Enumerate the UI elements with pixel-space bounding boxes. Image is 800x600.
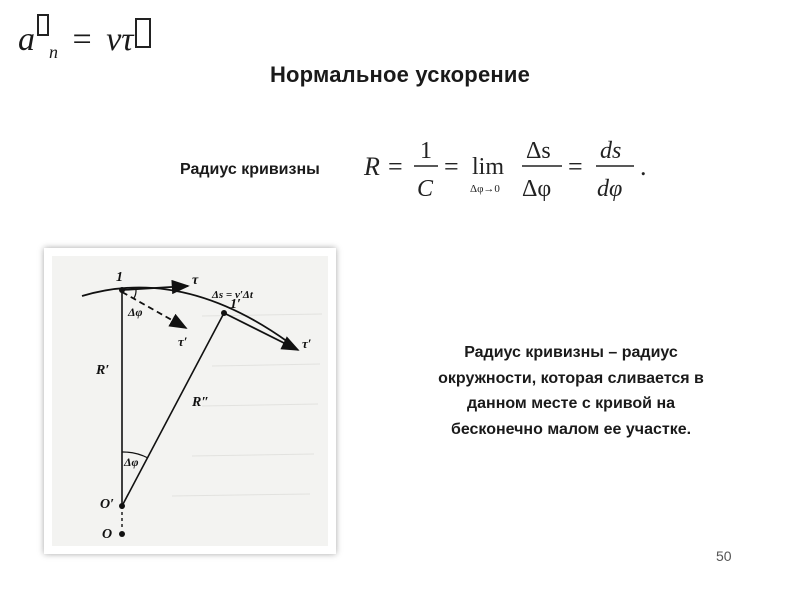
label-delta-phi-bottom: Δφ	[124, 455, 139, 469]
formula-lim: lim	[472, 154, 505, 180]
page-number: 50	[716, 548, 732, 564]
formula-lim-sub: Δφ→0	[470, 183, 500, 195]
formula-one: 1	[420, 138, 432, 164]
formula-period: .	[640, 152, 647, 181]
formula-R: R	[364, 152, 380, 181]
formula-delta-s: Δs	[526, 138, 551, 164]
formula-a: a	[18, 21, 35, 58]
formula-dphi: dφ	[597, 176, 623, 202]
normal-acceleration-formula	[18, 14, 151, 61]
definition-line: бесконечно малом ее участке.	[450, 420, 692, 438]
label-tau: τ	[192, 273, 199, 288]
formula-delta-phi: Δφ	[522, 176, 552, 202]
point-1-dot	[119, 287, 125, 293]
formula-eq-3: =	[568, 152, 583, 181]
definition-line: окружности, которая сливается в	[438, 369, 704, 387]
label-r-double-prime: R″	[192, 395, 210, 410]
formula-eq-2: =	[444, 152, 459, 181]
label-O-prime: O′	[100, 497, 115, 512]
page-title: Нормальное ускорение	[269, 62, 531, 87]
label-delta-phi-top: Δφ	[128, 305, 143, 319]
label-point-1: 1	[116, 270, 123, 285]
curvature-formula	[362, 128, 662, 208]
curvature-diagram-frame	[44, 248, 336, 554]
curvature-diagram	[52, 256, 328, 546]
label-delta-s: Δs = v′Δt	[212, 289, 253, 301]
formula-C: C	[417, 176, 434, 202]
label-r-prime: R′	[96, 363, 110, 378]
radius-label: Радиус кривизны	[180, 161, 320, 178]
formula-rhs: vτ	[106, 21, 134, 58]
point-1prime-dot	[221, 310, 227, 316]
diagram-background	[52, 256, 328, 546]
formula-eq-1: =	[388, 152, 403, 181]
formula-equals: =	[72, 21, 92, 58]
definition-line: Радиус кривизны – радиус	[464, 344, 678, 361]
label-point-1prime: 1′	[230, 297, 241, 312]
point-O-dot	[119, 531, 125, 537]
label-tau-prime-dashed: τ′	[178, 334, 188, 349]
label-O: O	[102, 527, 113, 542]
point-O-prime-dot	[119, 503, 125, 509]
missing-glyph-box	[37, 14, 49, 36]
definition-line: данном месте с кривой на	[466, 395, 676, 413]
missing-glyph-box-2	[135, 18, 151, 48]
label-tau-prime-curve: τ′	[302, 336, 312, 351]
formula-subscript-n: n	[49, 42, 58, 62]
curvature-definition	[395, 340, 747, 442]
formula-ds: ds	[600, 138, 622, 164]
